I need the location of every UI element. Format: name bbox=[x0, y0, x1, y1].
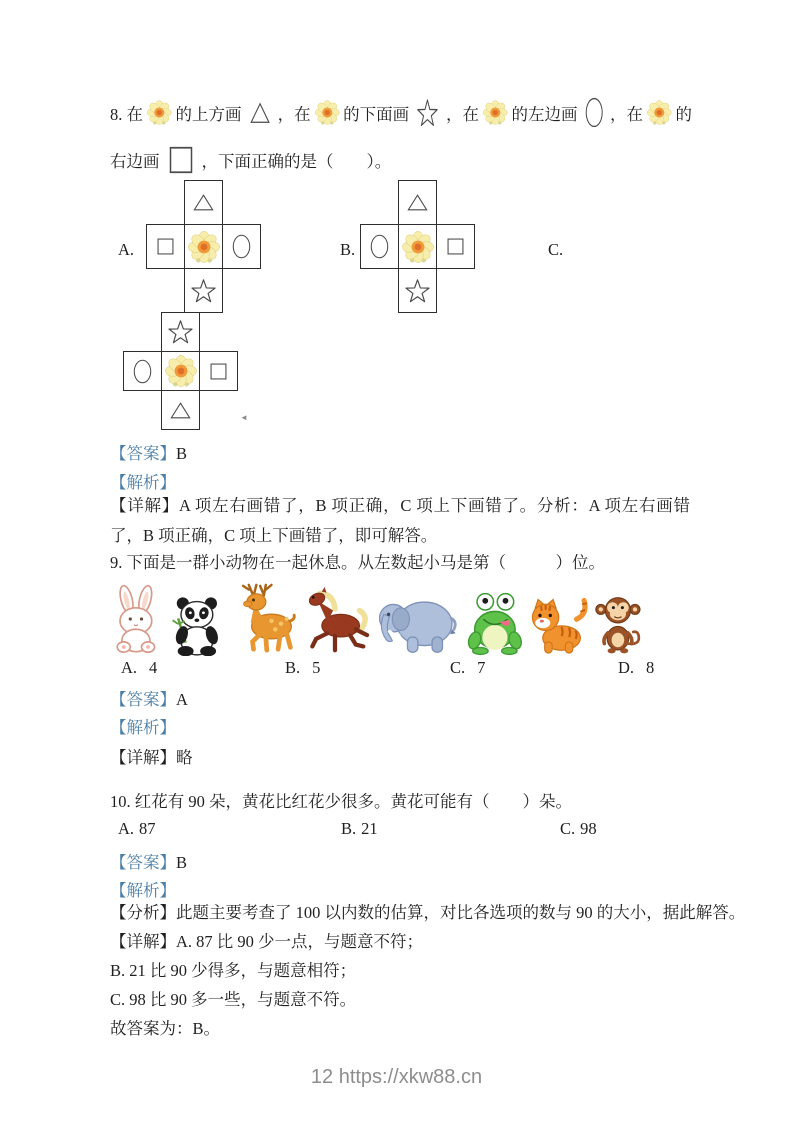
tiger-image bbox=[524, 590, 590, 656]
triangle-icon bbox=[249, 101, 271, 125]
shape-icon bbox=[190, 278, 217, 304]
q8-option-b-label: B. bbox=[340, 240, 356, 259]
cross-cell-left bbox=[360, 224, 399, 269]
cross-cell-bottom bbox=[161, 390, 200, 430]
q8-option-b-diagram bbox=[360, 180, 475, 313]
q9-analysis-line bbox=[110, 714, 176, 738]
q8-text-seg: 的上方画 bbox=[175, 104, 242, 124]
shape-icon bbox=[157, 238, 174, 255]
q8-text-seg: 的左边画 bbox=[511, 104, 578, 124]
option-letter: D. bbox=[618, 658, 635, 677]
cross-cell-bottom bbox=[398, 268, 437, 313]
shape-icon bbox=[192, 193, 215, 212]
q10-detail-line: C. 98 比 90 多一些，与题意不符。 bbox=[110, 990, 357, 1009]
option-letter: B. bbox=[285, 658, 301, 677]
cross-cell-center bbox=[184, 224, 223, 269]
q10-option-a bbox=[118, 819, 156, 839]
q8-detail-text: 【详解】A 项左右画错了，B 项正确，C 项上下画错了。分析：A 项左右画错了，B 项正确，C 项上下画错了，即可解答。 bbox=[110, 496, 690, 545]
q8-option-c-diagram bbox=[123, 312, 238, 430]
cross-cell-center bbox=[161, 351, 200, 391]
elephant-image bbox=[373, 586, 465, 656]
q10-answer-line bbox=[110, 849, 187, 873]
cross-cell-right bbox=[199, 351, 238, 391]
option-letter: C. bbox=[560, 819, 576, 838]
cross-cell-left bbox=[123, 351, 162, 391]
horse-image bbox=[301, 584, 373, 656]
q9-animals-row bbox=[106, 576, 646, 656]
shape-icon bbox=[447, 238, 464, 255]
cross-cell-bottom bbox=[184, 268, 223, 313]
q9-option-d bbox=[618, 658, 654, 678]
page-footer: 12 https://xkw88.cn bbox=[310, 1066, 483, 1088]
option-value: 4 bbox=[149, 658, 158, 677]
q8-question-line2 bbox=[110, 146, 391, 174]
answer-label: 【答案】 bbox=[110, 853, 176, 872]
q8-text-seg: 右边画 bbox=[110, 152, 160, 171]
flower-icon bbox=[314, 95, 341, 130]
option-letter: B. bbox=[341, 819, 357, 838]
analysis-label: 【解析】 bbox=[110, 718, 176, 737]
q9-option-a bbox=[121, 658, 157, 678]
q10-option-b bbox=[341, 819, 378, 839]
cross-cell-top bbox=[184, 180, 223, 225]
q8-text-seg: ，在 bbox=[609, 104, 643, 124]
q10-analysis-text: 【分析】此题主要考查了 100 以内数的估算，对比各选项的数与 90 的大小，据此解答。 bbox=[110, 903, 746, 922]
monkey-image bbox=[590, 588, 646, 656]
q8-answer-line bbox=[110, 440, 187, 464]
q10-option-c bbox=[560, 819, 597, 839]
q9-answer-value: A bbox=[176, 690, 188, 709]
option-letter: C. bbox=[450, 658, 466, 677]
rabbit-image bbox=[106, 582, 166, 656]
option-value: 8 bbox=[646, 658, 655, 677]
q8-analysis-line bbox=[110, 469, 176, 493]
shape-icon bbox=[406, 193, 429, 212]
cursor-artifact-icon: ◄ bbox=[240, 413, 248, 422]
cross-cell-top bbox=[398, 180, 437, 225]
shape-icon bbox=[232, 234, 251, 259]
shape-icon bbox=[404, 278, 431, 304]
q8-option-c-label: C. bbox=[548, 240, 564, 259]
cross-cell-right bbox=[222, 224, 261, 269]
circle-icon bbox=[585, 97, 603, 128]
cross-cell-top bbox=[161, 312, 200, 352]
q10-detail-line: 故答案为：B。 bbox=[110, 1019, 221, 1038]
q10-answer-value: B bbox=[176, 853, 188, 872]
option-value: 21 bbox=[361, 819, 378, 838]
q10-question: 10. 红花有 90 朵，黄花比红花少很多。黄花可能有（ ）朵。 bbox=[110, 792, 572, 811]
option-value: 87 bbox=[139, 819, 156, 838]
frog-image bbox=[465, 590, 525, 656]
flower-icon bbox=[146, 95, 173, 130]
flower-icon bbox=[164, 354, 198, 388]
q9-detail-text: 【详解】略 bbox=[110, 748, 193, 767]
flower-icon bbox=[401, 230, 435, 264]
option-letter: A. bbox=[118, 819, 135, 838]
q8-option-a-diagram bbox=[146, 180, 261, 313]
q10-analysis-line bbox=[110, 877, 176, 901]
q9-answer-line bbox=[110, 686, 188, 710]
q9-question: 9. 下面是一群小动物在一起休息。从左数起小马是第（ ）位。 bbox=[110, 553, 605, 572]
shape-icon bbox=[169, 401, 192, 420]
q10-detail-line: B. 21 比 90 少得多，与题意相符； bbox=[110, 961, 357, 980]
q8-text-seg: 的下面画 bbox=[343, 104, 410, 124]
answer-label: 【答案】 bbox=[110, 690, 176, 709]
shape-icon bbox=[210, 363, 227, 380]
star-icon bbox=[416, 98, 439, 128]
analysis-label: 【解析】 bbox=[110, 473, 176, 492]
cross-cell-right bbox=[436, 224, 475, 269]
q8-text-seg: ，在 bbox=[277, 104, 311, 124]
q8-text-seg: ，下面正确的是（ ）。 bbox=[201, 152, 392, 171]
analysis-label: 【解析】 bbox=[110, 881, 176, 900]
option-value: 7 bbox=[477, 658, 486, 677]
q8-option-a-label: A. bbox=[118, 240, 135, 259]
deer-image bbox=[228, 580, 302, 656]
q8-text-seg: ，在 bbox=[446, 104, 480, 124]
answer-label: 【答案】 bbox=[110, 444, 176, 463]
option-letter: A. bbox=[121, 658, 138, 677]
q8-answer-value: B bbox=[176, 444, 188, 463]
option-value: 5 bbox=[312, 658, 321, 677]
option-value: 98 bbox=[580, 819, 597, 838]
shape-icon bbox=[167, 319, 194, 345]
panda-image bbox=[166, 592, 228, 656]
q9-option-c bbox=[450, 658, 485, 678]
shape-icon bbox=[370, 234, 389, 259]
shape-icon bbox=[133, 359, 152, 384]
flower-icon bbox=[482, 95, 509, 130]
q10-detail-line: 【详解】A. 87 比 90 少一点，与题意不符； bbox=[110, 932, 424, 951]
flower-icon bbox=[646, 95, 673, 130]
cross-cell-center bbox=[398, 224, 437, 269]
q9-option-b bbox=[285, 658, 320, 678]
q8-text-seg: 8. 在 bbox=[110, 104, 143, 124]
q8-text-seg: 的 bbox=[675, 104, 692, 124]
square-icon bbox=[169, 146, 193, 174]
flower-icon bbox=[187, 230, 221, 264]
cross-cell-left bbox=[146, 224, 185, 269]
q8-question-line1 bbox=[110, 95, 692, 130]
